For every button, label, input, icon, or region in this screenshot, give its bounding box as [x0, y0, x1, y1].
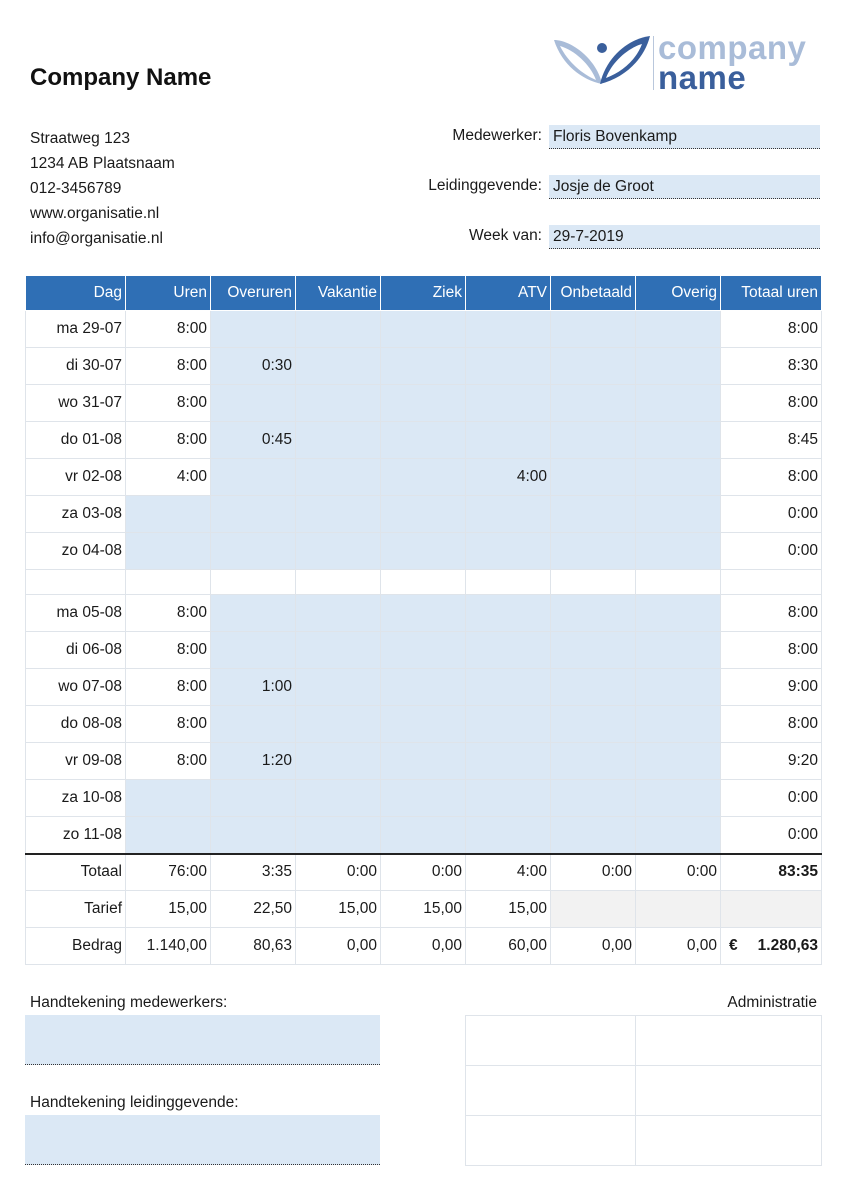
column-header: Overig — [636, 276, 721, 311]
hours-cell[interactable] — [551, 632, 636, 669]
hours-cell[interactable] — [381, 311, 466, 348]
logo-divider — [653, 36, 654, 90]
hours-cell[interactable]: 8:00 — [126, 311, 211, 348]
hours-cell[interactable] — [381, 533, 466, 570]
separator-cell — [126, 570, 211, 595]
amount-cell: 60,00 — [466, 928, 551, 965]
rate-cell[interactable]: 15,00 — [466, 891, 551, 928]
hours-cell[interactable] — [466, 595, 551, 632]
week-separator-row — [26, 570, 822, 595]
table-row — [26, 780, 822, 817]
hours-cell[interactable] — [296, 706, 381, 743]
amount-cell: 0,00 — [551, 928, 636, 965]
hours-cell[interactable] — [296, 817, 381, 854]
column-header: Onbetaald — [551, 276, 636, 311]
admin-cell[interactable] — [466, 1066, 636, 1116]
hours-cell[interactable] — [296, 348, 381, 385]
hours-cell[interactable] — [296, 496, 381, 533]
hours-cell[interactable]: 8:00 — [126, 669, 211, 706]
administration-grid — [465, 1015, 822, 1166]
day-cell: zo 11-08 — [26, 817, 126, 854]
hours-cell[interactable] — [551, 533, 636, 570]
hours-cell[interactable]: 8:00 — [126, 385, 211, 422]
hours-cell[interactable] — [211, 385, 296, 422]
day-cell: wo 31-07 — [26, 385, 126, 422]
day-cell: vr 09-08 — [26, 743, 126, 780]
total-cell: 3:35 — [211, 854, 296, 891]
hours-cell[interactable] — [296, 632, 381, 669]
employee-signature-label: Handtekening medewerkers: — [30, 994, 228, 1011]
hours-cell[interactable] — [211, 632, 296, 669]
hours-cell[interactable] — [551, 348, 636, 385]
table-row — [26, 669, 822, 706]
manager-label: Leidinggevende: — [428, 177, 542, 194]
amount-label: Bedrag — [26, 928, 126, 965]
hours-cell[interactable] — [211, 780, 296, 817]
week-field[interactable]: 29-7-2019 — [549, 225, 820, 249]
hours-cell[interactable] — [636, 422, 721, 459]
hours-cell[interactable] — [381, 459, 466, 496]
hours-cell[interactable] — [126, 496, 211, 533]
hours-cell[interactable] — [296, 533, 381, 570]
hours-cell[interactable] — [636, 669, 721, 706]
hours-cell[interactable] — [551, 422, 636, 459]
hours-cell[interactable] — [381, 669, 466, 706]
day-cell: ma 05-08 — [26, 595, 126, 632]
row-total-cell: 8:00 — [721, 632, 822, 669]
hours-cell[interactable] — [381, 817, 466, 854]
hours-cell[interactable] — [381, 632, 466, 669]
table-row — [26, 496, 822, 533]
column-header: Dag — [26, 276, 126, 311]
hours-cell[interactable] — [466, 385, 551, 422]
address-email[interactable]: info@organisatie.nl — [30, 230, 163, 247]
table-row — [26, 385, 822, 422]
admin-cell[interactable] — [466, 1016, 636, 1066]
hours-cell[interactable] — [551, 817, 636, 854]
hours-cell[interactable]: 8:00 — [126, 743, 211, 780]
hours-cell[interactable]: 0:45 — [211, 422, 296, 459]
hours-cell[interactable] — [211, 595, 296, 632]
row-total-cell: 0:00 — [721, 817, 822, 854]
separator-cell — [211, 570, 296, 595]
hours-cell[interactable] — [211, 311, 296, 348]
manager-field[interactable]: Josje de Groot — [549, 175, 820, 199]
employee-label: Medewerker: — [452, 127, 542, 144]
manager-signature-label: Handtekening leidinggevende: — [30, 1094, 239, 1111]
hours-cell[interactable] — [211, 533, 296, 570]
table-row — [26, 817, 822, 854]
hours-cell[interactable] — [211, 496, 296, 533]
table-header-row — [26, 276, 822, 311]
total-cell: 83:35 — [721, 854, 822, 891]
hours-cell[interactable] — [381, 496, 466, 533]
rate-cell — [551, 891, 636, 928]
hours-cell[interactable] — [551, 595, 636, 632]
hours-cell[interactable]: 1:00 — [211, 669, 296, 706]
address-phone: 012-3456789 — [30, 180, 122, 197]
admin-cell[interactable] — [636, 1016, 822, 1066]
rate-cell[interactable]: 15,00 — [126, 891, 211, 928]
amount-row — [26, 928, 822, 965]
hours-cell[interactable] — [466, 669, 551, 706]
day-cell: ma 29-07 — [26, 311, 126, 348]
hours-cell[interactable] — [296, 385, 381, 422]
timesheet-table — [25, 275, 822, 965]
hours-cell[interactable]: 8:00 — [126, 422, 211, 459]
hours-cell[interactable] — [381, 743, 466, 780]
employee-field[interactable]: Floris Bovenkamp — [549, 125, 820, 149]
column-header: Vakantie — [296, 276, 381, 311]
hours-cell[interactable] — [296, 311, 381, 348]
table-row — [26, 422, 822, 459]
column-header: Ziek — [381, 276, 466, 311]
row-total-cell: 8:00 — [721, 311, 822, 348]
hours-cell[interactable] — [636, 743, 721, 780]
hours-cell[interactable] — [466, 496, 551, 533]
table-row — [26, 459, 822, 496]
company-title: Company Name — [30, 64, 212, 91]
hours-cell[interactable] — [636, 533, 721, 570]
total-cell: 4:00 — [466, 854, 551, 891]
total-label: Totaal — [26, 854, 126, 891]
hours-cell[interactable] — [551, 780, 636, 817]
hours-cell[interactable] — [551, 669, 636, 706]
hours-cell[interactable] — [466, 743, 551, 780]
total-cell: 76:00 — [126, 854, 211, 891]
hours-cell[interactable] — [211, 817, 296, 854]
rate-cell — [636, 891, 721, 928]
grand-total-amount: 1.280,63 — [757, 937, 818, 954]
hours-cell[interactable] — [551, 459, 636, 496]
hours-cell[interactable] — [381, 595, 466, 632]
address-city: 1234 AB Plaatsnaam — [30, 155, 175, 172]
rate-cell — [721, 891, 822, 928]
hours-cell[interactable] — [211, 459, 296, 496]
day-cell: wo 07-08 — [26, 669, 126, 706]
admin-cell[interactable] — [636, 1116, 822, 1166]
amount-cell: 1.140,00 — [126, 928, 211, 965]
hours-cell[interactable]: 8:00 — [126, 348, 211, 385]
hours-cell[interactable] — [296, 595, 381, 632]
hours-cell[interactable] — [211, 706, 296, 743]
hours-cell[interactable] — [636, 459, 721, 496]
column-header: Uren — [126, 276, 211, 311]
hours-cell[interactable] — [636, 780, 721, 817]
rate-cell[interactable]: 22,50 — [211, 891, 296, 928]
hours-cell[interactable] — [126, 817, 211, 854]
rate-row — [26, 891, 822, 928]
hours-cell[interactable] — [466, 780, 551, 817]
hours-cell[interactable] — [296, 422, 381, 459]
table-row — [26, 311, 822, 348]
hours-cell[interactable] — [466, 348, 551, 385]
total-row — [26, 854, 822, 891]
week-label: Week van: — [469, 227, 542, 244]
hours-cell[interactable] — [126, 533, 211, 570]
company-logo — [552, 30, 822, 96]
row-total-cell: 8:00 — [721, 459, 822, 496]
row-total-cell: 8:00 — [721, 706, 822, 743]
hours-cell[interactable] — [466, 533, 551, 570]
hours-cell[interactable] — [636, 348, 721, 385]
hours-cell[interactable] — [466, 422, 551, 459]
hours-cell[interactable] — [551, 706, 636, 743]
hours-cell[interactable] — [636, 595, 721, 632]
amount-cell: 0,00 — [381, 928, 466, 965]
separator-cell — [721, 570, 822, 595]
day-cell: za 10-08 — [26, 780, 126, 817]
separator-cell — [636, 570, 721, 595]
table-row — [26, 348, 822, 385]
total-cell: 0:00 — [551, 854, 636, 891]
hours-cell[interactable] — [296, 669, 381, 706]
hours-cell[interactable] — [551, 311, 636, 348]
table-row — [26, 632, 822, 669]
hours-cell[interactable]: 1:20 — [211, 743, 296, 780]
logo-text-line2: name — [658, 59, 747, 96]
leaf-logo-icon — [552, 30, 652, 96]
hours-cell[interactable]: 0:30 — [211, 348, 296, 385]
hours-cell[interactable] — [296, 743, 381, 780]
column-header: Totaal uren — [721, 276, 822, 311]
hours-cell[interactable] — [296, 459, 381, 496]
hours-cell[interactable] — [466, 706, 551, 743]
separator-cell — [381, 570, 466, 595]
manager-signature-field[interactable] — [25, 1115, 380, 1165]
admin-cell[interactable] — [636, 1066, 822, 1116]
day-cell: zo 04-08 — [26, 533, 126, 570]
hours-cell[interactable] — [381, 422, 466, 459]
hours-cell[interactable] — [381, 385, 466, 422]
administration-label: Administratie — [727, 994, 817, 1011]
day-cell: vr 02-08 — [26, 459, 126, 496]
currency-symbol: € — [729, 937, 738, 954]
total-cell: 0:00 — [636, 854, 721, 891]
total-cell: 0:00 — [381, 854, 466, 891]
table-row — [26, 533, 822, 570]
day-cell: do 01-08 — [26, 422, 126, 459]
hours-cell[interactable] — [466, 311, 551, 348]
hours-cell[interactable] — [296, 780, 381, 817]
column-header: Overuren — [211, 276, 296, 311]
rate-cell[interactable]: 15,00 — [296, 891, 381, 928]
row-total-cell: 8:00 — [721, 595, 822, 632]
address-street: Straatweg 123 — [30, 130, 130, 147]
hours-cell[interactable] — [381, 348, 466, 385]
address-website[interactable]: www.organisatie.nl — [30, 205, 160, 222]
row-total-cell: 8:45 — [721, 422, 822, 459]
total-cell: 0:00 — [296, 854, 381, 891]
hours-cell[interactable] — [551, 385, 636, 422]
hours-cell[interactable] — [636, 311, 721, 348]
table-row — [26, 706, 822, 743]
rate-label: Tarief — [26, 891, 126, 928]
hours-cell[interactable]: 4:00 — [466, 459, 551, 496]
separator-cell — [296, 570, 381, 595]
logo-text-line1: company — [658, 29, 807, 66]
row-total-cell: 9:00 — [721, 669, 822, 706]
employee-signature-field[interactable] — [25, 1015, 380, 1065]
table-row — [26, 743, 822, 780]
amount-cell — [721, 928, 822, 965]
separator-cell — [466, 570, 551, 595]
hours-cell[interactable]: 8:00 — [126, 632, 211, 669]
row-total-cell: 8:00 — [721, 385, 822, 422]
hours-cell[interactable] — [551, 743, 636, 780]
column-header: ATV — [466, 276, 551, 311]
amount-cell: 80,63 — [211, 928, 296, 965]
row-total-cell: 9:20 — [721, 743, 822, 780]
hours-cell[interactable]: 8:00 — [126, 595, 211, 632]
row-total-cell: 8:30 — [721, 348, 822, 385]
hours-cell[interactable] — [636, 706, 721, 743]
row-total-cell: 0:00 — [721, 780, 822, 817]
day-cell: di 30-07 — [26, 348, 126, 385]
hours-cell[interactable] — [636, 817, 721, 854]
hours-cell[interactable] — [126, 780, 211, 817]
table-row — [26, 595, 822, 632]
admin-cell[interactable] — [466, 1116, 636, 1166]
row-total-cell: 0:00 — [721, 496, 822, 533]
day-cell: do 08-08 — [26, 706, 126, 743]
hours-cell[interactable] — [466, 632, 551, 669]
hours-cell[interactable] — [636, 632, 721, 669]
hours-cell[interactable] — [381, 706, 466, 743]
rate-cell[interactable]: 15,00 — [381, 891, 466, 928]
hours-cell[interactable] — [466, 817, 551, 854]
day-cell: za 03-08 — [26, 496, 126, 533]
hours-cell[interactable] — [551, 496, 636, 533]
separator-cell — [551, 570, 636, 595]
company-address — [30, 126, 175, 251]
row-total-cell: 0:00 — [721, 533, 822, 570]
hours-cell[interactable]: 4:00 — [126, 459, 211, 496]
hours-cell[interactable] — [636, 385, 721, 422]
hours-cell[interactable]: 8:00 — [126, 706, 211, 743]
amount-cell: 0,00 — [636, 928, 721, 965]
separator-cell — [26, 570, 126, 595]
amount-cell: 0,00 — [296, 928, 381, 965]
hours-cell[interactable] — [636, 496, 721, 533]
hours-cell[interactable] — [381, 780, 466, 817]
day-cell: di 06-08 — [26, 632, 126, 669]
